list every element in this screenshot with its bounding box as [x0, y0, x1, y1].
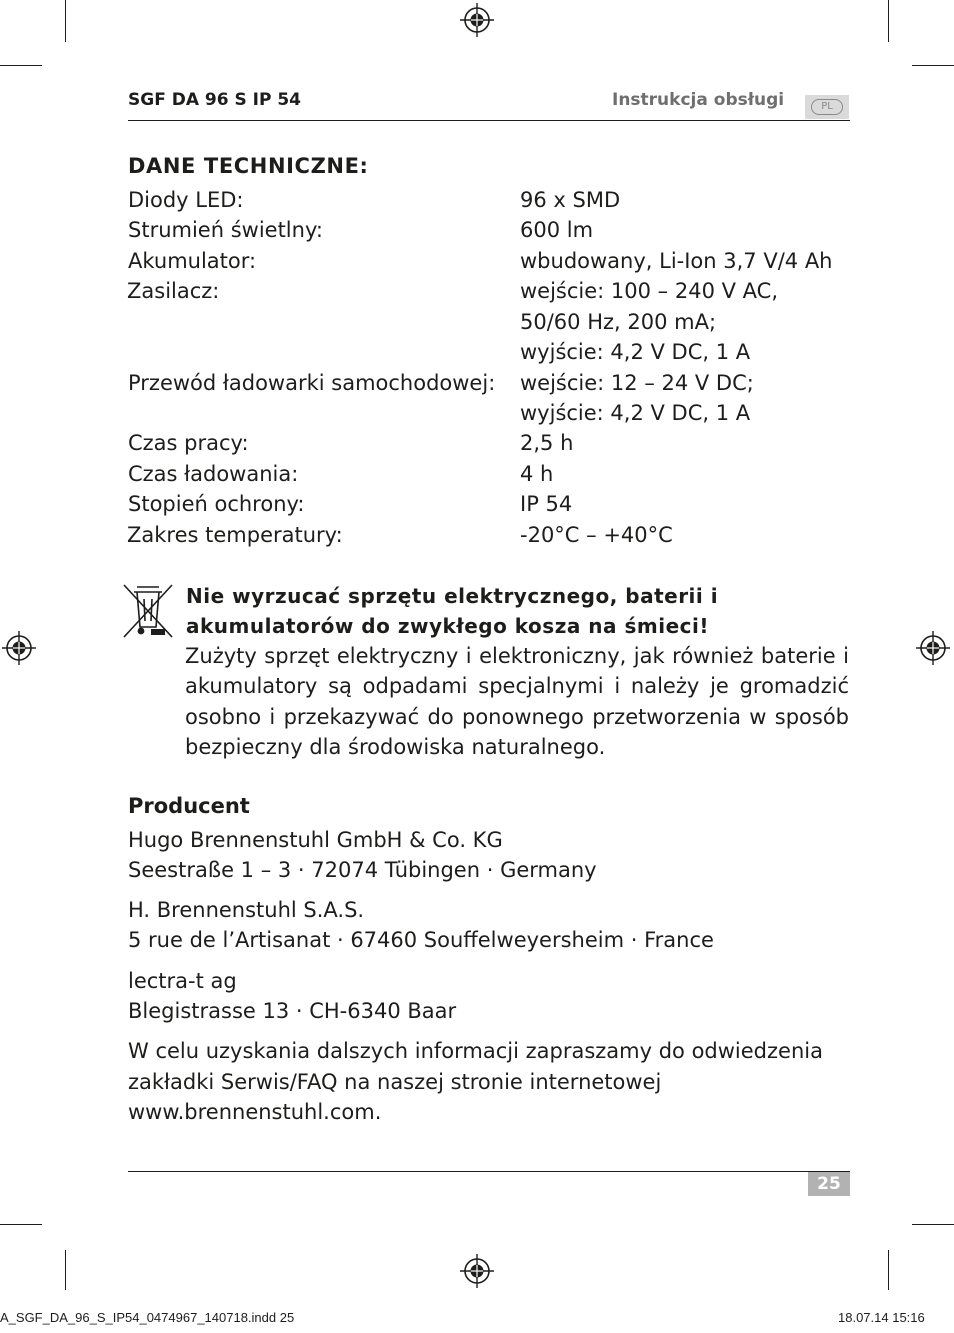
crop-mark — [65, 0, 66, 42]
producer-line: Hugo Brennenstuhl GmbH & Co. KG — [128, 828, 503, 852]
spec-value: IP 54 — [520, 492, 573, 516]
spec-label: Stopień ochrony: — [128, 492, 305, 516]
crop-mark — [888, 0, 889, 42]
waste-body: Zużyty sprzęt elektryczny i elektroniczny, jak również baterie i akumulatory są odpadami specjalnymi i należy je gromadzić osobno i przekazywać do ponownego przetworzenia w sposób bezpieczny dla środowiska naturalnego. — [185, 644, 849, 760]
spec-label: Strumień świetlny: — [128, 218, 323, 242]
crossed-out-wheelie-bin-icon — [121, 583, 175, 639]
spec-value: wyjście: 4,2 V DC, 1 A — [520, 401, 751, 425]
registration-mark-icon — [460, 3, 494, 37]
spec-value: wyjście: 4,2 V DC, 1 A — [520, 340, 751, 364]
header-manual-title: Instrukcja obsługi — [612, 90, 785, 110]
waste-heading: Nie wyrzucać sprzętu elektrycznego, baterii i akumulatorów do zwykłego kosza na śmieci! — [186, 584, 719, 639]
registration-mark-icon — [460, 1254, 494, 1288]
registration-mark-icon — [2, 631, 36, 665]
spec-label: Czas pracy: — [128, 431, 249, 455]
producer-line: 5 rue de l’Artisanat · 67460 Souffelweyersheim · France — [128, 928, 714, 952]
header-rule — [128, 120, 850, 121]
registration-mark-icon — [916, 631, 950, 665]
spec-value: 2,5 h — [520, 431, 574, 455]
specs-title: DANE TECHNICZNE: — [128, 154, 369, 178]
info-line: W celu uzyskania dalszych informacji zapraszamy do odwiedzenia — [128, 1039, 823, 1063]
slug-filename: A_SGF_DA_96_S_IP54_0474967_140718.indd 25 — [0, 1310, 295, 1325]
language-badge — [805, 95, 849, 119]
crop-mark — [0, 1224, 42, 1225]
info-line: zakładki Serwis/FAQ na naszej stronie internetowej — [128, 1070, 662, 1094]
spec-label: Akumulator: — [128, 249, 257, 273]
spec-value: 4 h — [520, 462, 554, 486]
producer-title: Producent — [128, 794, 250, 818]
spec-label: Zasilacz: — [127, 279, 220, 303]
crop-mark — [912, 65, 954, 66]
spec-value: wejście: 12 – 24 V DC; — [520, 371, 754, 395]
spec-value: 96 x SMD — [520, 188, 621, 212]
spec-value: wejście: 100 – 240 V AC, — [520, 279, 778, 303]
page-number: 25 — [808, 1172, 850, 1196]
producer-line: H. Brennenstuhl S.A.S. — [128, 898, 365, 922]
spec-label: Diody LED: — [128, 188, 244, 212]
spec-value: 600 lm — [520, 218, 594, 242]
spec-label: Przewód ładowarki samochodowej: — [128, 371, 496, 395]
producer-line: Blegistrasse 13 · CH-6340 Baar — [128, 999, 457, 1023]
spec-value: wbudowany, Li-Ion 3,7 V/4 Ah — [520, 249, 833, 273]
language-code: PL — [811, 99, 843, 115]
crop-mark — [912, 1224, 954, 1225]
producer-line: lectra-t ag — [128, 969, 237, 993]
crop-mark — [0, 65, 42, 66]
spec-value: -20°C – +40°C — [520, 523, 673, 547]
crop-mark — [65, 1250, 66, 1290]
website-link: www.brennenstuhl.com. — [128, 1100, 382, 1124]
footer-rule — [128, 1171, 850, 1172]
producer-line: Seestraße 1 – 3 · 72074 Tübingen · Germany — [128, 858, 597, 882]
slug-timestamp: 18.07.14 15:16 — [838, 1310, 925, 1325]
spec-value: 50/60 Hz, 200 mA; — [520, 310, 717, 334]
crop-mark — [888, 1250, 889, 1290]
header-model: SGF DA 96 S IP 54 — [128, 90, 302, 110]
spec-label: Zakres temperatury: — [127, 523, 343, 547]
spec-label: Czas ładowania: — [128, 462, 299, 486]
